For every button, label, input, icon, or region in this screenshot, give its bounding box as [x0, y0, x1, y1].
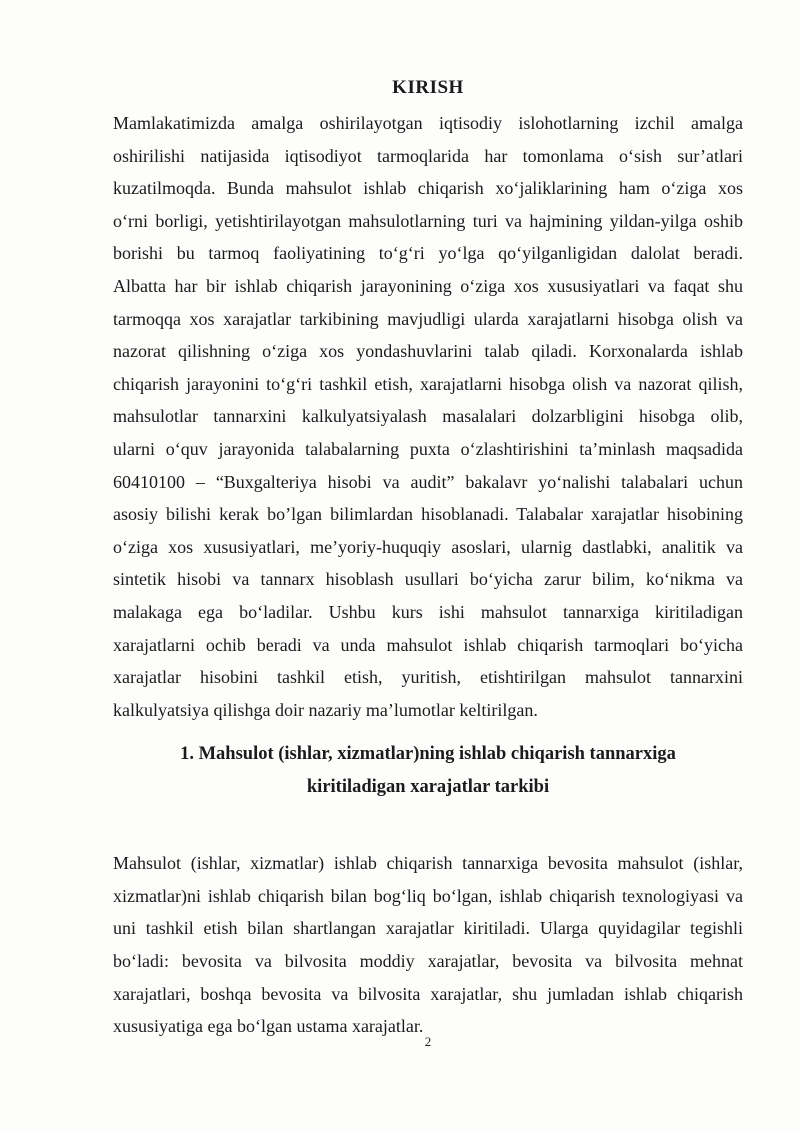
text-line: bo‘ladi: bevosita va bilvosita moddiy xarajatlar, bevosita va bilvosita mehnat	[113, 951, 743, 972]
text-column	[113, 0, 743, 1043]
text-line: xizmatlar)ni ishlab chiqarish bilan bog‘liq bo‘lgan, ishlab chiqarish texnologiyasi va	[113, 885, 743, 906]
text-line: mahsulotlar tannarxini kalkulyatsiyalash masalalari dolzarbligini hisobga olib,	[113, 406, 743, 427]
text-line: Mamlakatimizda amalga oshirilayotgan iqtisodiy islohotlarning izchil amalga	[113, 113, 743, 133]
text-line: oshirilishi natijasida iqtisodiyot tarmoqlarida har tomonlama o‘sish sur’atlari	[113, 145, 743, 166]
section-paragraph	[113, 847, 743, 1043]
intro-paragraph	[113, 107, 743, 726]
text-line: nazorat qilishning o‘ziga xos yondashuvlarini talab qiladi. Korxonalarda ishlab	[113, 341, 743, 362]
text-line: sintetik hisobi va tannarx hisoblash usullari bo‘yicha zarur bilim, ko‘nikma va	[113, 569, 743, 590]
text-line: o‘ziga xos xususiyatlari, me’yoriy-huquqiy asoslari, ularnig dastlabki, analitik va	[113, 536, 743, 557]
text-line: ularni o‘quv jarayonida talabalarning puxta o‘zlashtirishini ta’minlash maqsadida	[113, 438, 743, 459]
text-line: kalkulyatsiya qilishga doir nazariy ma’lumotlar keltirilgan.	[113, 699, 538, 720]
text-line: Albatta har bir ishlab chiqarish jarayonining o‘ziga xos xususiyatlari va faqat shu	[113, 275, 743, 296]
section-heading	[113, 738, 743, 804]
text-line: borishi bu tarmoq faoliyatining to‘g‘ri yo‘lga qo‘yilganligidan dalolat beradi.	[113, 243, 743, 264]
text-line: xususiyatiga ega bo‘lgan ustama xarajatlar.	[113, 1016, 424, 1037]
text-line: kiritiladigan xarajatlar tarkibi	[306, 777, 550, 798]
text-line: o‘rni borligi, yetishtirilayotgan mahsulotlarning turi va hajmining yildan-yilga oshib	[113, 210, 743, 231]
text-line: xarajatlari, boshqa bevosita va bilvosita xarajatlar, shu jumladan ishlab chiqarish	[113, 983, 743, 1004]
text-line: uni tashkil etish bilan shartlangan xarajatlar kiritiladi. Ularga quyidagilar tegishli	[113, 918, 743, 939]
text-line: 60410100 – “Buxgalteriya hisobi va audit” bakalavr yo‘nalishi talabalari uchun	[113, 471, 743, 492]
text-line: asosiy bilishi kerak bo’lgan bilimlardan hisoblanadi. Talabalar xarajatlar hisobining	[113, 504, 743, 525]
page-number: 2	[424, 1034, 432, 1049]
document-title: KIRISH	[392, 77, 464, 98]
text-line: malakaga ega bo‘ladilar. Ushbu kurs ishi mahsulot tannarxiga kiritiladigan	[113, 601, 743, 622]
text-line: 1. Mahsulot (ishlar, xizmatlar)ning ishlab chiqarish tannarxiga	[180, 744, 676, 765]
text-line: xarajatlar hisobini tashkil etish, yuritish, etishtirilgan mahsulot tannarxini	[113, 667, 743, 688]
text-line: xarajatlarni ochib beradi va unda mahsulot ishlab chiqarish tarmoqlari bo‘yicha	[113, 634, 743, 655]
text-line: chiqarish jarayonini to‘g‘ri tashkil etish, xarajatlarni hisobga olish va nazorat qilish,	[113, 373, 743, 394]
text-line: Mahsulot (ishlar, xizmatlar) ishlab chiqarish tannarxiga bevosita mahsulot (ishlar,	[113, 853, 743, 874]
text-line: kuzatilmoqda. Bunda mahsulot ishlab chiqarish xo‘jaliklarining ham o‘ziga xos	[113, 178, 743, 199]
text-line: tarmoqqa xos xarajatlar tarkibining mavjudligi ularda xarajatlarni hisobga olish va	[113, 308, 743, 329]
